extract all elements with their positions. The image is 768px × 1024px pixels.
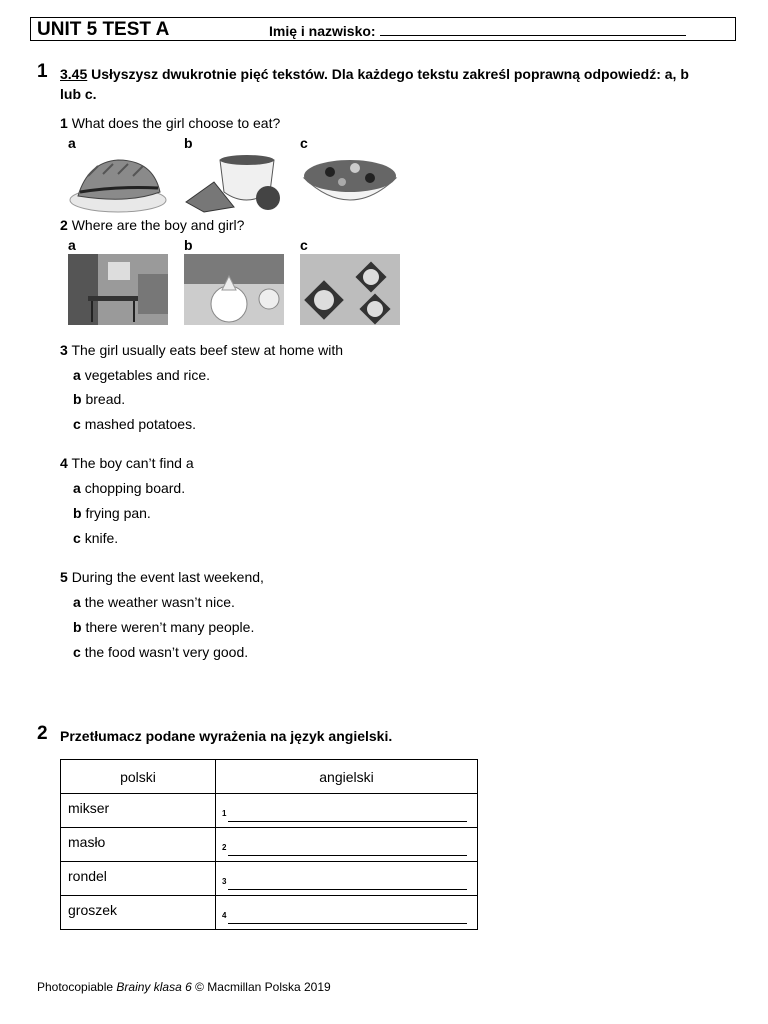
exercise-2-number: 2 (37, 723, 48, 744)
table-row (61, 828, 478, 862)
exercise-1-instruction-cont: lub c. (60, 86, 97, 102)
column-header-polish: polski (61, 760, 216, 794)
footer: Photocopiable Brainy klasa 6 © Macmillan Polska 2019 (37, 980, 331, 994)
polish-word: masło (61, 828, 216, 862)
english-answer-cell[interactable]: 1 (216, 794, 478, 828)
salad-image (300, 152, 400, 214)
q4-option-b[interactable]: b frying pan. (73, 505, 151, 521)
exercise-2-instruction: Przetłumacz podane wyrażenia na język angielski. (60, 728, 393, 744)
polish-word: mikser (61, 794, 216, 828)
q2-letter-a[interactable]: a (68, 237, 76, 253)
translation-table (60, 759, 478, 930)
question-2: 2 Where are the boy and girl? (60, 217, 245, 233)
q1-letter-b[interactable]: b (184, 135, 193, 151)
q1-letter-c[interactable]: c (300, 135, 308, 151)
exercise-1-instruction (60, 64, 730, 84)
unit-title: UNIT 5 TEST A (37, 19, 170, 40)
q4-option-a[interactable]: a chopping board. (73, 480, 186, 496)
dining-table-image (300, 254, 400, 325)
q3-option-c[interactable]: c mashed potatoes. (73, 416, 196, 432)
q3-option-b[interactable]: b bread. (73, 391, 126, 407)
polish-word: groszek (61, 896, 216, 930)
track-number: 3.45 (60, 66, 88, 82)
table-row (61, 896, 478, 930)
soup-image (184, 152, 284, 214)
q2-letter-b[interactable]: b (184, 237, 193, 253)
q4-option-c[interactable]: c knife. (73, 530, 119, 546)
table-row (61, 794, 478, 828)
kitchen-image (68, 254, 168, 325)
exercise-1-number: 1 (37, 61, 48, 82)
header-box (30, 17, 736, 41)
column-header-english: angielski (216, 760, 478, 794)
question-1: 1 What does the girl choose to eat? (60, 115, 281, 131)
name-label: Imię i nazwisko: (269, 23, 376, 39)
english-answer-cell[interactable]: 4 (216, 896, 478, 930)
q5-option-c[interactable]: c the food wasn’t very good. (73, 644, 249, 660)
restaurant-table-image (184, 254, 284, 325)
q5-option-a[interactable]: a the weather wasn’t nice. (73, 594, 235, 610)
polish-word: rondel (61, 862, 216, 896)
question-4: 4 The boy can’t find a (60, 455, 194, 471)
english-answer-cell[interactable]: 2 (216, 828, 478, 862)
question-5: 5 During the event last weekend, (60, 569, 264, 585)
name-field (269, 23, 686, 39)
q5-option-b[interactable]: b there weren’t many people. (73, 619, 255, 635)
table-row (61, 862, 478, 896)
q3-option-a[interactable]: a vegetables and rice. (73, 367, 210, 383)
question-3: 3 The girl usually eats beef stew at home with (60, 342, 344, 358)
q2-letter-c[interactable]: c (300, 237, 308, 253)
name-answer-line[interactable] (380, 25, 686, 36)
sandwich-image (68, 152, 168, 214)
q1-letter-a[interactable]: a (68, 135, 76, 151)
instruction-text: Usłyszysz dwukrotnie pięć tekstów. Dla każdego tekstu zakreśl poprawną odpowiedź: a, b (91, 66, 689, 82)
english-answer-cell[interactable]: 3 (216, 862, 478, 896)
